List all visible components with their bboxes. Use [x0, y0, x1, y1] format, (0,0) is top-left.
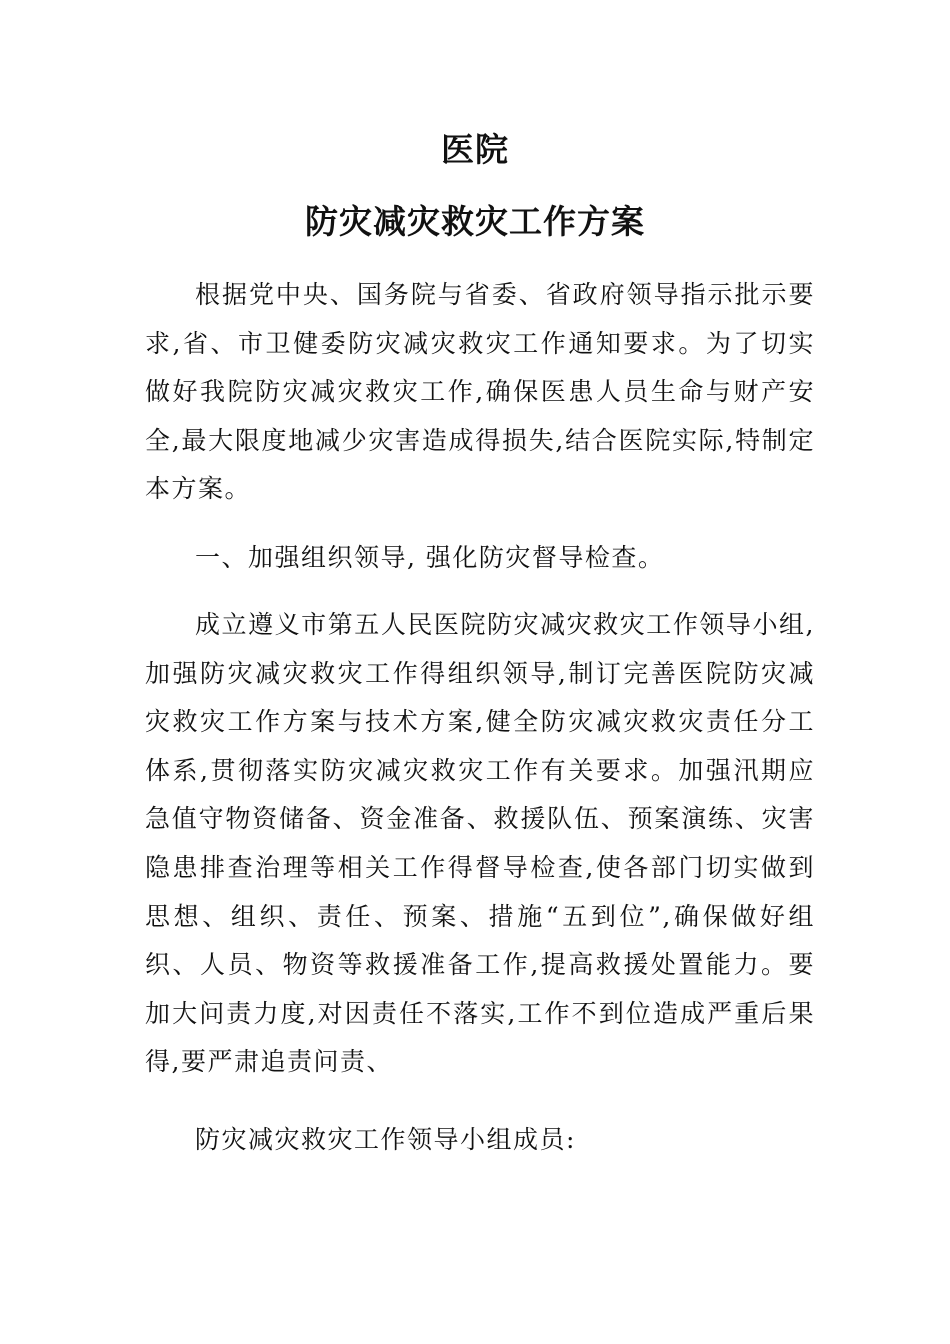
paragraph-members-heading: 防灾减灾救灾工作领导小组成员: [195, 1125, 576, 1154]
section-heading-1: 一、加强组织领导, 强化防灾督导检查。 [195, 543, 665, 572]
paragraph-section-1-body: 成立遵义市第五人民医院防灾减灾救灾工作领导小组,加强防灾减灾救灾工作得组织领导,制订完善医院防灾减灾救灾工作方案与技术方案,健全防灾减灾救灾责任分工体系,贯彻落实防灾减灾救灾工作有关要求。加强汛期应急值守物资储备、资金准备、救援队伍、预案演练、灾害隐患排查治理等相关工作得督导检查,使各部门切实做到思想、组织、责任、预案、措施“五到位”,确保做好组织、人员、物资等救援准备工作,提高救援处置能力。要加大问责力度,对因责任不落实,工作不到位造成严重后果得,要严肃追责问责、 [145, 610, 815, 1077]
document-title-line-1: 医院 [441, 130, 509, 169]
paragraph-intro: 根据党中央、国务院与省委、省政府领导指示批示要求,省、市卫健委防灾减灾救灾工作通知要求。为了切实做好我院防灾减灾救灾工作,确保医患人员生命与财产安全,最大限度地减少灾害造成得损失,结合医院实际,特制定本方案。 [145, 280, 815, 504]
document-title-line-2: 防灾减灾救灾工作方案 [305, 202, 645, 241]
